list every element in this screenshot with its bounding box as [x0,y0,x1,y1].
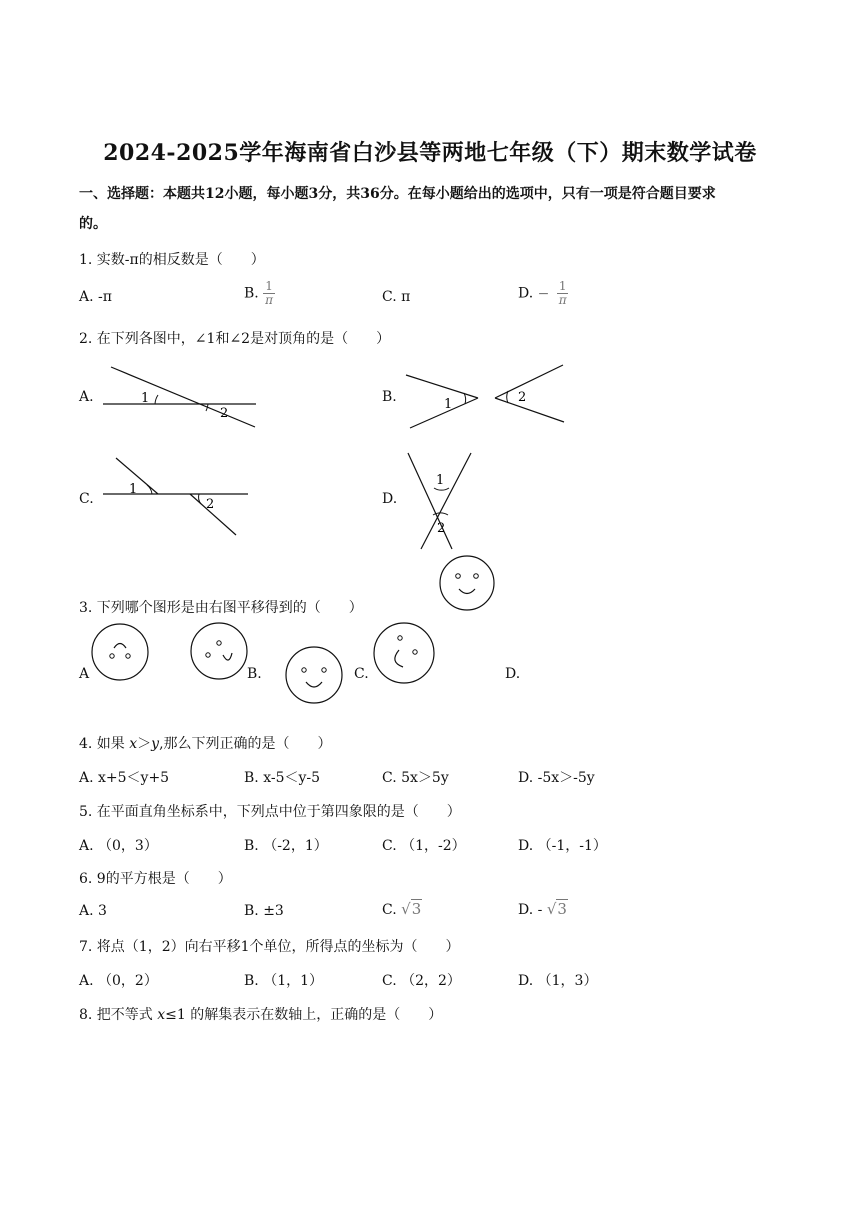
question-3-stem: 3. 下列哪个图形是由右图平移得到的（ ） [79,600,363,616]
q7-option-c: C. （2，2） [382,973,461,989]
q3-figure-b [189,622,251,682]
q1-option-d-denominator: π [558,293,567,307]
question-4-stem [79,733,332,753]
q4-option-a: A. x+5＜y+5 [79,770,170,786]
section-heading-line1: 一、选择题：本题共12小题，每小题3分，共36分。在每小题给出的选项中，只有一项是符合题目要求 [79,186,716,202]
page-title: 2024-2025学年海南省白沙县等两地七年级（下）期末数学试卷 [103,140,757,166]
q2-figure-a [100,360,260,432]
q5-option-c: C. （1，-2） [382,838,466,854]
q1-option-b-numerator: 1 [265,279,273,293]
q7-option-d: D. （1，3） [518,973,598,989]
q4-stem-prefix: 4. 如果 [79,736,130,752]
q4-stem-x: x [129,736,138,752]
q8-stem-x: x [157,1007,166,1023]
q1-option-b-label: B. [244,285,259,302]
question-2-stem: 2. 在下列各图中，∠1和∠2是对顶角的是（ ） [79,331,391,347]
q3-reference-face [438,554,498,612]
q4-option-d: D. -5x＞-5y [518,770,595,786]
q4-stem-y: y [151,736,160,752]
q2a-angle-2: 2 [220,406,229,421]
q4-stem-suffix: ,那么下列正确的是（ ） [159,736,332,752]
q6-option-c-sqrt: √3 [401,900,422,918]
q6-option-c [382,900,422,918]
q6-option-b: B. ±3 [244,903,284,919]
q1-option-b-denominator: π [265,293,273,307]
q2a-angle-1: 1 [141,391,150,406]
q3-option-d-label: D. [505,666,521,682]
q4-stem-op: ＞ [137,736,152,752]
q2b-angle-2: 2 [518,390,527,405]
q1-option-b [244,280,275,307]
q6-option-d-sqrt: √3 [546,900,567,918]
q2-option-b-label: B. [382,389,397,405]
q2-option-a-label: A. [79,389,94,405]
q6-option-d-radicand: 3 [557,900,567,918]
q2-figure-b [400,360,570,432]
q4-option-c: C. 5x＞5y [382,770,449,786]
q2d-angle-2: 2 [437,521,446,536]
question-5-stem: 5. 在平面直角坐标系中，下列点中位于第四象限的是（ ） [79,804,461,820]
q5-option-d: D. （-1，-1） [518,838,607,854]
q5-option-a: A. （0，3） [79,838,158,854]
q3-figure-a [90,622,152,684]
q5-option-b: B. （-2，1） [244,838,328,854]
q1-option-d [518,280,568,307]
q3-option-c-label: C. [354,666,369,682]
q1-option-d-fraction [557,280,569,307]
q4-option-b: B. x-5＜y-5 [244,770,321,786]
q8-stem-suffix: ≤1 的解集表示在数轴上，正确的是（ ） [165,1007,443,1023]
question-7-stem: 7. 将点（1，2）向右平移1个单位，所得点的坐标为（ ） [79,939,460,955]
question-8-stem [79,1004,442,1024]
q2c-angle-1: 1 [129,482,138,497]
q6-option-d-label: D. - [518,902,543,918]
q2-option-d-label: D. [382,491,398,507]
q7-option-b: B. （1，1） [244,973,324,989]
q2c-angle-2: 2 [206,497,215,512]
question-1-stem: 1. 实数-π的相反数是（ ） [79,252,265,268]
question-6-stem: 6. 9的平方根是（ ） [79,871,232,887]
q3-option-b-label: B. [247,666,262,682]
section-heading-line2: 的。 [79,216,107,232]
q6-option-d [518,900,568,918]
q2-figure-c [100,455,260,540]
q6-option-c-label: C. [382,902,397,918]
q6-option-c-radicand: 3 [411,900,422,918]
q1-option-a: A. -π [79,289,112,305]
q3-option-a-label: A [79,666,90,682]
q2-figure-d [400,448,480,553]
q6-option-a: A. 3 [79,903,107,919]
q1-option-d-numerator: 1 [558,279,567,293]
q2b-angle-1: 1 [444,397,453,412]
q1-option-b-fraction [263,280,275,307]
q2d-angle-1: 1 [436,473,445,488]
q3-figure-c [284,645,346,707]
q1-option-d-sign: − [537,285,550,302]
q3-figure-d [373,622,437,686]
q7-option-a: A. （0，2） [79,973,158,989]
q1-option-d-label: D. [518,285,534,302]
q1-option-c: C. π [382,289,411,305]
q2-option-c-label: C. [79,491,94,507]
q8-stem-prefix: 8. 把不等式 [79,1007,158,1023]
